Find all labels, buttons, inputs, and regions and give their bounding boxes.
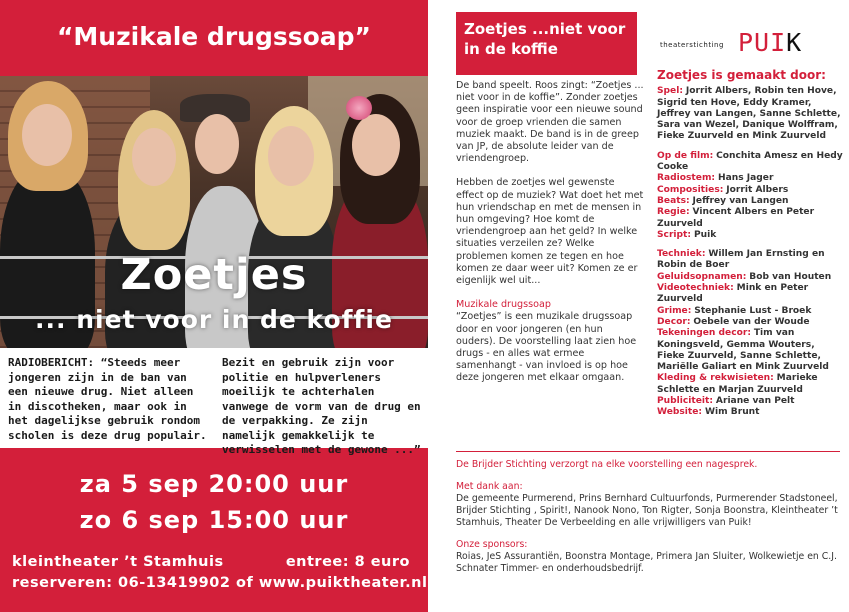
credit-value: Willem Jan Ernsting en Robin de Boer [657, 249, 825, 271]
face-1 [22, 104, 72, 166]
reservation-info: reserveren: 06-13419902 of www.puiktheater.nl [12, 575, 428, 591]
credit-value: Puik [693, 229, 717, 240]
credit-row [657, 396, 843, 407]
sponsors-text: Roias, JeS Assurantiën, Boonstra Montage, Primera Jan Sluiter, Wolkewietje en C.J. Schnater Timmer- en onderhoudsbedrijf. [456, 551, 837, 574]
radio-message-col1: RADIOBERICHT: “Steeds meer jongeren zijn in de ban van een nieuwe drug. Niet alleen in discotheken, maar ook in het dagelijkse gebruik rondom scholen is deze drug populair. [8, 356, 207, 442]
logo-wordmark [738, 28, 802, 57]
credit-row [657, 283, 843, 306]
credit-row [657, 407, 843, 418]
credit-value: Mink en Peter Zuurveld [657, 283, 809, 305]
credits-column [657, 70, 843, 427]
sponsors-heading: Onze sponsors: [456, 539, 528, 550]
middle-heading: Zoetjes ...niet voor in de koffie [456, 12, 637, 75]
venue: kleintheater ’t Stamhuis [12, 554, 224, 570]
credit-value: Jeffrey van Langen [692, 195, 789, 206]
credit-label: Spel: [657, 86, 683, 97]
credit-row [657, 272, 843, 283]
acknowledgements [456, 459, 844, 585]
credit-row [657, 173, 843, 184]
logo-wordmark-red: PUI [738, 28, 787, 57]
show-subtitle: ... niet voor in de koffie [35, 305, 393, 334]
poster-tagline: “Muzikale drugssoap” [56, 22, 371, 51]
credit-label: Regie: [657, 207, 690, 218]
story-paragraph-2: Hebben de zoetjes wel gewenste effect op de muziek? Wat doet het met hun vriendschap en met de mensen in hun omgeving? Hoe komt de vriendengroep aan het geld? In welke situaties verzeilen ze? Welke problemen komen ze tegen en hoe komen ze daar weer uit? Komen ze er eigenlijk wel uit... [456, 177, 644, 287]
credit-value: Tim van Koningsveld, Gemma Wouters, Fieke Zuurveld, Sanne Schlette, Mariëlle Galiart en Mink Zuurveld [657, 328, 829, 373]
story-paragraph-1: De band speelt. Roos zingt: “Zoetjes ... niet voor in de koffie”. Zonder zoetjes geen inspiratie voor een nieuwe sound voor de groep vrienden die samen muziek maakt. De band is in de greep van JP, de absolute leider van de vriendengroep. [456, 80, 644, 165]
credit-label: Script: [657, 229, 692, 240]
radio-message-box [0, 348, 428, 456]
credit-row [657, 196, 843, 207]
credit-value: Marieke Schlette en Marjan Zuurveld [657, 373, 818, 395]
face-4 [268, 126, 314, 186]
face-3 [195, 114, 239, 174]
credit-row [657, 306, 843, 317]
credits-group-2 [657, 151, 843, 241]
face-5 [352, 114, 400, 176]
flower-decoration [346, 96, 372, 120]
credits-group-3 [657, 249, 843, 418]
credit-row [657, 328, 843, 373]
credit-label: Radiostem: [657, 173, 716, 184]
credit-row [657, 185, 843, 196]
credits-group-1 [657, 86, 843, 142]
credit-row [657, 230, 843, 241]
credit-label: Op de film: [657, 150, 714, 161]
credit-value: Bob van Houten [749, 271, 832, 282]
logo-wordmark-black: K [786, 28, 803, 57]
section-divider [456, 451, 840, 452]
performance-date-1: za 5 sep 20:00 uur [79, 470, 349, 498]
credit-label: Composities: [657, 184, 724, 195]
credit-label: Publiciteit: [657, 396, 714, 407]
ticket-price: entree: 8 euro [285, 554, 410, 570]
credit-row [657, 207, 843, 230]
nagesprek-note: De Brijder Stichting verzorgt na elke voorstelling een nagesprek. [456, 459, 758, 470]
logo-small-text: theaterstichting [660, 41, 724, 49]
credit-label: Website: [657, 407, 703, 418]
credit-value: Oebele van der Woude [693, 316, 810, 327]
show-title: Zoetjes [120, 250, 308, 300]
credit-label: Beats: [657, 195, 690, 206]
credit-row [657, 373, 843, 396]
credit-value: Hans Jager [717, 173, 774, 184]
story-column [456, 80, 644, 397]
credit-label: Techniek: [657, 249, 706, 260]
performance-date-2: zo 6 sep 15:00 uur [79, 506, 349, 534]
story-subheading: Muzikale drugssoap [456, 299, 551, 311]
credit-label: Geluidsopnamen: [657, 271, 747, 282]
credit-value: Conchita Amesz en Hedy Cooke [657, 150, 843, 173]
credit-row [657, 249, 843, 272]
credit-value: Ariane van Pelt [715, 396, 795, 407]
credit-value: Vincent Albers en Peter Zuurveld [657, 207, 815, 229]
credit-label: Videotechniek: [657, 283, 734, 294]
credit-row [657, 86, 843, 142]
credit-row [657, 317, 843, 328]
thanks-heading: Met dank aan: [456, 481, 523, 492]
story-paragraph-3: “Zoetjes” is een muzikale drugssoap door en voor jongeren (en hun ouders). De voorstelling laat zien hoe drugs - en alles wat ermee samenhangt - van invloed is op hoe deze jongeren met elkaar omgaan. [456, 311, 637, 384]
credit-label: Kleding & rekwisieten: [657, 373, 774, 384]
credit-value: Jorrit Albers [726, 184, 789, 195]
credit-value: Stephanie Lust - Broek [694, 305, 812, 316]
credits-heading: Zoetjes is gemaakt door: [657, 68, 826, 82]
face-2 [132, 128, 176, 186]
radio-message-col2: Bezit en gebruik zijn voor politie en hulpverleners moeilijk te achterhalen vanwege de vorm van de drug en de verpakking. Ze zijn namelijk gemakkelijk te verwisselen met de gewone ...” [222, 356, 421, 456]
thanks-text: De gemeente Purmerend, Prins Bernhard Cultuurfonds, Purmerender Stadstoneel, Brijder Stichting , Spirit!, Nanook Nono, Ton Rigter, Sonja Boonstra, Kleintheater ’t Stamhuis, Theater De Verbeelding en alle vrijwilligers van Puik! [456, 493, 838, 528]
credit-row [657, 151, 843, 174]
credit-value: Wim Brunt [704, 407, 760, 418]
credit-label: Decor: [657, 316, 691, 327]
credit-label: Grime: [657, 305, 692, 316]
credit-value: Jorrit Albers, Robin ten Hove, Sigrid ten Hove, Eddy Kramer, Jeffrey van Langen, Sanne Schlette, Sara van Wezel, Danique Wolffram, Fieke Zuurveld en Mink Zuurveld [657, 86, 841, 142]
credit-label: Tekeningen decor: [657, 328, 751, 339]
